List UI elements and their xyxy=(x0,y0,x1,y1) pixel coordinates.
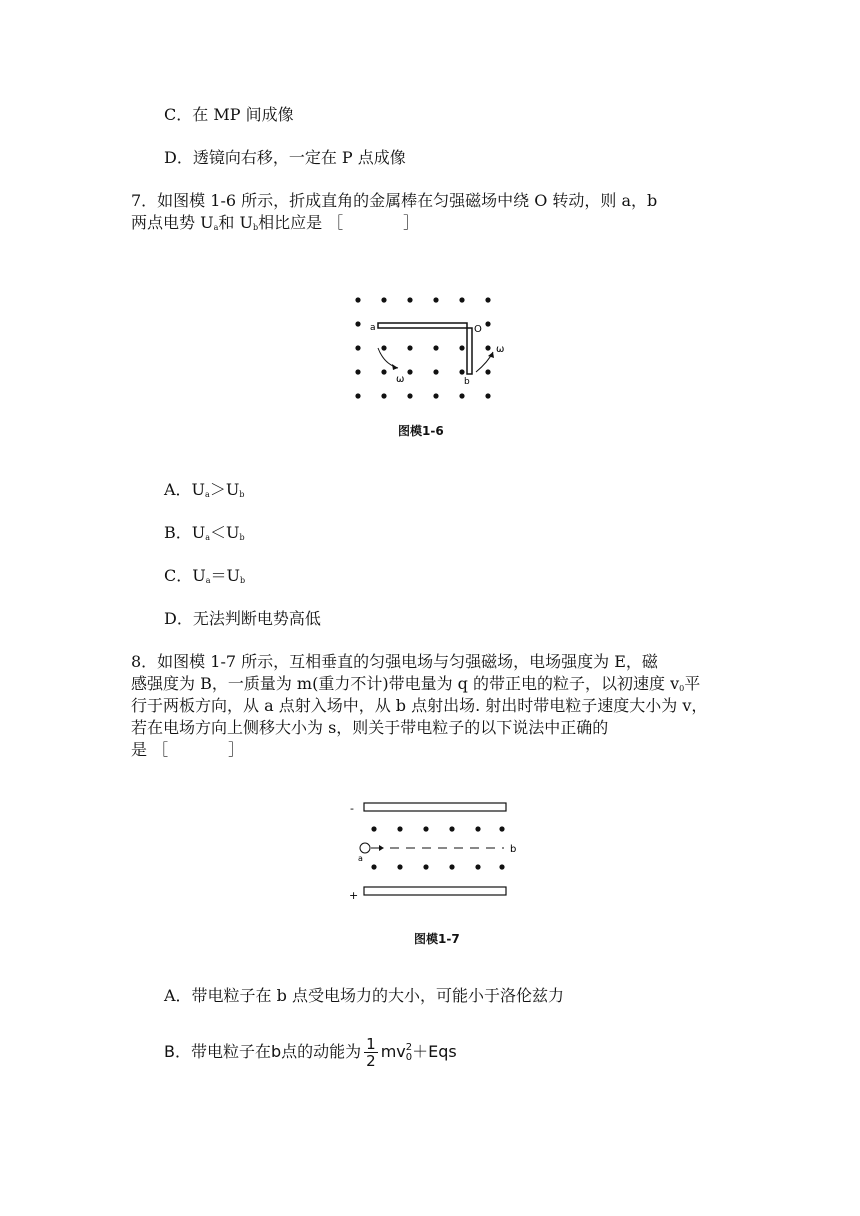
field-dot xyxy=(397,864,402,869)
option-c-prev: C．在 MP 间成像 xyxy=(164,105,294,124)
field-dot xyxy=(475,826,480,831)
field-dot xyxy=(371,864,376,869)
field-dot xyxy=(371,826,376,831)
minus-sign: - xyxy=(350,802,354,815)
plus-sign: + xyxy=(349,889,359,902)
figure-1-6-caption: 图模1-6 xyxy=(398,424,444,438)
field-dot xyxy=(485,393,490,398)
omega-left: ω xyxy=(396,374,405,385)
q8-stem-line4: 若在电场方向上侧移大小为 s，则关于带电粒子的以下说法中正确的 xyxy=(131,718,609,737)
figure-1-7 xyxy=(344,795,524,905)
q7-stem-line1: 7．如图模 1-6 所示，折成直角的金属棒在匀强磁场中绕 O 转动，则 a，b xyxy=(131,191,658,210)
field-dot xyxy=(407,345,412,350)
label-a-17: a xyxy=(358,854,363,863)
field-dot xyxy=(433,345,438,350)
field-dot xyxy=(485,297,490,302)
field-dot xyxy=(459,393,464,398)
field-dot xyxy=(381,297,386,302)
field-dot xyxy=(433,393,438,398)
q7-option-c: C．$U_a=U_b$ xyxy=(164,566,246,585)
field-dot xyxy=(449,864,454,869)
field-dot xyxy=(355,321,360,326)
label-o: O xyxy=(474,324,482,335)
field-dot xyxy=(355,345,360,350)
q8-stem-line2: 感强度为 B，一质量为 m(重力不计)带电量为 q 的带正电的粒子，以初速度 $v_0$平 xyxy=(131,674,701,693)
omega-right: ω xyxy=(496,344,505,355)
field-dot xyxy=(475,864,480,869)
field-dot xyxy=(423,826,428,831)
field-dot xyxy=(485,345,490,350)
field-dot xyxy=(433,297,438,302)
field-dot xyxy=(407,393,412,398)
q8-stem-line1: 8．如图模 1-7 所示，互相垂直的匀强电场与匀强磁场，电场强度为 E，磁 xyxy=(131,652,658,671)
figure-1-7-caption: 图模1-7 xyxy=(414,932,460,946)
field-dot xyxy=(459,345,464,350)
field-dot xyxy=(499,826,504,831)
field-dot xyxy=(449,826,454,831)
q7-stem-line2: 两点电势 $U_a$和 $U_b$相比应是 ［ ］ xyxy=(131,213,420,232)
q8-stem-line3: 行于两板方向，从 a 点射入场中，从 b 点射出场. 射出时带电粒子速度大小为 v， xyxy=(131,696,708,715)
field-dot xyxy=(397,826,402,831)
figure-1-6 xyxy=(340,288,520,408)
field-dot xyxy=(381,393,386,398)
fraction-half: $\frac{1}{2}$ xyxy=(366,1035,376,1070)
field-dot xyxy=(433,369,438,374)
field-dot xyxy=(381,345,386,350)
q7-option-b: B．$U_a<U_b$ xyxy=(164,523,245,542)
q8-option-b: B．带电粒子在b点的动能为 $\frac{1}{2}$ mv 2 0 ＋Eqs xyxy=(164,1035,457,1070)
field-dot xyxy=(355,369,360,374)
field-dot xyxy=(407,369,412,374)
field-dot xyxy=(459,297,464,302)
field-dot xyxy=(485,369,490,374)
field-dot xyxy=(499,864,504,869)
field-dot xyxy=(459,369,464,374)
q8-option-a: A．带电粒子在 b 点受电场力的大小，可能小于洛伦兹力 xyxy=(164,986,564,1005)
label-b-17: b xyxy=(510,844,517,855)
field-dot xyxy=(485,321,490,326)
q7-option-a: A．$U_a>U_b$ xyxy=(164,480,245,499)
field-dot xyxy=(407,297,412,302)
field-dot xyxy=(355,297,360,302)
option-d-prev: D．透镜向右移，一定在 P 点成像 xyxy=(164,148,406,167)
field-dot xyxy=(355,393,360,398)
label-b: b xyxy=(464,377,470,387)
q7-option-d: D．无法判断电势高低 xyxy=(164,609,321,628)
field-dot xyxy=(423,864,428,869)
q8-stem-line5: 是 ［ ］ xyxy=(131,740,245,759)
field-dot xyxy=(381,369,386,374)
label-a: a xyxy=(370,323,376,333)
